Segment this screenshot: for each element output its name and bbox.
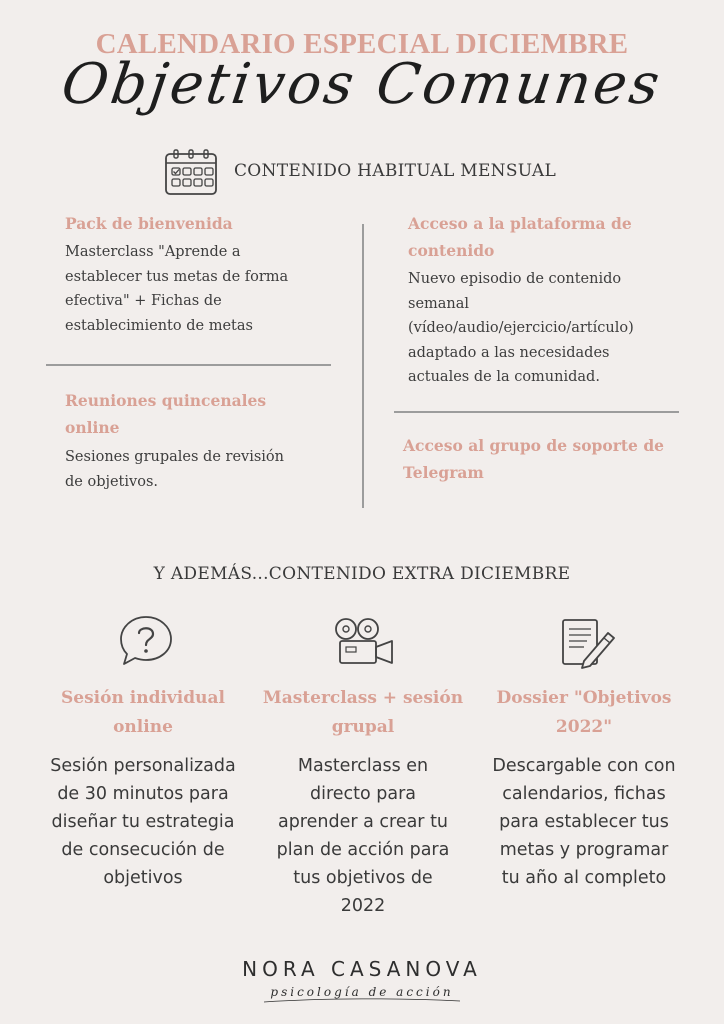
text-line: de 30 minutos para <box>57 784 229 804</box>
block-title <box>65 387 355 441</box>
block-title <box>403 432 713 486</box>
text-line: directo para <box>309 784 417 804</box>
text-line: Masterclass "Aprende a <box>65 244 241 260</box>
extra-heading: Y ADEMÁS...CONTENIDO EXTRA DICIEMBRE <box>153 564 571 584</box>
block-reuniones <box>65 387 355 494</box>
calendar-icon <box>164 148 220 196</box>
text-line: Nuevo episodio de contenido <box>408 271 622 287</box>
block-text <box>65 445 355 494</box>
text-line: Sesiones grupales de revisión <box>65 449 285 465</box>
block-telegram <box>403 432 713 486</box>
script-title: Objetivos Comunes <box>57 52 667 117</box>
vertical-divider <box>362 224 364 508</box>
title-line: 2022" <box>555 717 613 737</box>
tagline: psicología de acción <box>270 985 454 999</box>
text-line: adaptado a las necesidades <box>408 344 610 361</box>
text-line: efectiva" + Fichas de <box>65 293 222 309</box>
block-acceso-plataforma <box>408 210 708 390</box>
title-line: Acceso a la plataforma de <box>408 214 632 233</box>
column-title <box>478 684 690 742</box>
title-line: Acceso al grupo de soporte de <box>403 436 665 455</box>
text-line: semanal <box>408 295 470 312</box>
text-line: tu año al completo <box>501 868 667 888</box>
title-line: Dossier "Objetivos <box>496 688 672 708</box>
title-line: online <box>65 418 120 437</box>
document-pen-icon <box>560 617 618 669</box>
text-line: de objetivos. <box>65 473 158 490</box>
text-line: tus objetivos de <box>293 868 433 888</box>
brand-name: NORA CASANOVA <box>242 957 482 981</box>
text-line: plan de acción para <box>276 840 450 860</box>
text-line: (vídeo/audio/ejercicio/artículo) <box>408 320 634 336</box>
text-line: objetivos <box>103 868 183 888</box>
column-dossier <box>478 684 690 892</box>
text-line: Descargable con con <box>492 756 676 776</box>
text-line: calendarios, fichas <box>502 784 666 804</box>
text-line: metas y programar <box>499 840 669 860</box>
text-line: Sesión personalizada <box>50 756 236 776</box>
column-text <box>478 752 690 892</box>
title-line: online <box>113 717 173 737</box>
text-line: diseñar tu estrategia <box>51 812 235 832</box>
question-bubble-icon <box>118 613 174 669</box>
text-line: actuales de la comunidad. <box>408 369 600 385</box>
text-line: establecer tus metas de forma <box>65 268 289 285</box>
monthly-heading: CONTENIDO HABITUAL MENSUAL <box>234 161 557 181</box>
block-title: Pack de bienvenida <box>65 214 233 233</box>
block-text <box>408 267 708 390</box>
text-line: 2022 <box>340 896 386 916</box>
top-title: CALENDARIO ESPECIAL DICIEMBRE <box>95 28 629 60</box>
video-camera-icon <box>332 617 396 667</box>
column-masterclass <box>257 684 469 920</box>
text-line: establecimiento de metas <box>65 317 253 334</box>
text-line: para establecer tus <box>499 812 669 832</box>
column-sesion-individual <box>36 684 250 892</box>
block-title <box>408 210 708 264</box>
block-text <box>65 240 355 338</box>
text-line: aprender a crear tu <box>277 812 449 832</box>
column-text <box>257 752 469 920</box>
right-horizontal-divider <box>394 411 679 413</box>
column-title <box>257 684 469 742</box>
column-title <box>36 684 250 742</box>
title-line: contenido <box>408 241 495 260</box>
block-pack-bienvenida <box>65 210 355 338</box>
title-line: Reuniones quincenales <box>65 391 267 410</box>
text-line: Masterclass en <box>297 756 429 776</box>
title-line: Telegram <box>403 463 484 482</box>
column-text <box>36 752 250 892</box>
title-line: grupal <box>331 717 395 737</box>
title-line: Masterclass + sesión <box>262 688 464 708</box>
text-line: de consecución de <box>61 840 225 860</box>
left-horizontal-divider <box>46 364 331 366</box>
title-line: Sesión individual <box>61 688 225 708</box>
